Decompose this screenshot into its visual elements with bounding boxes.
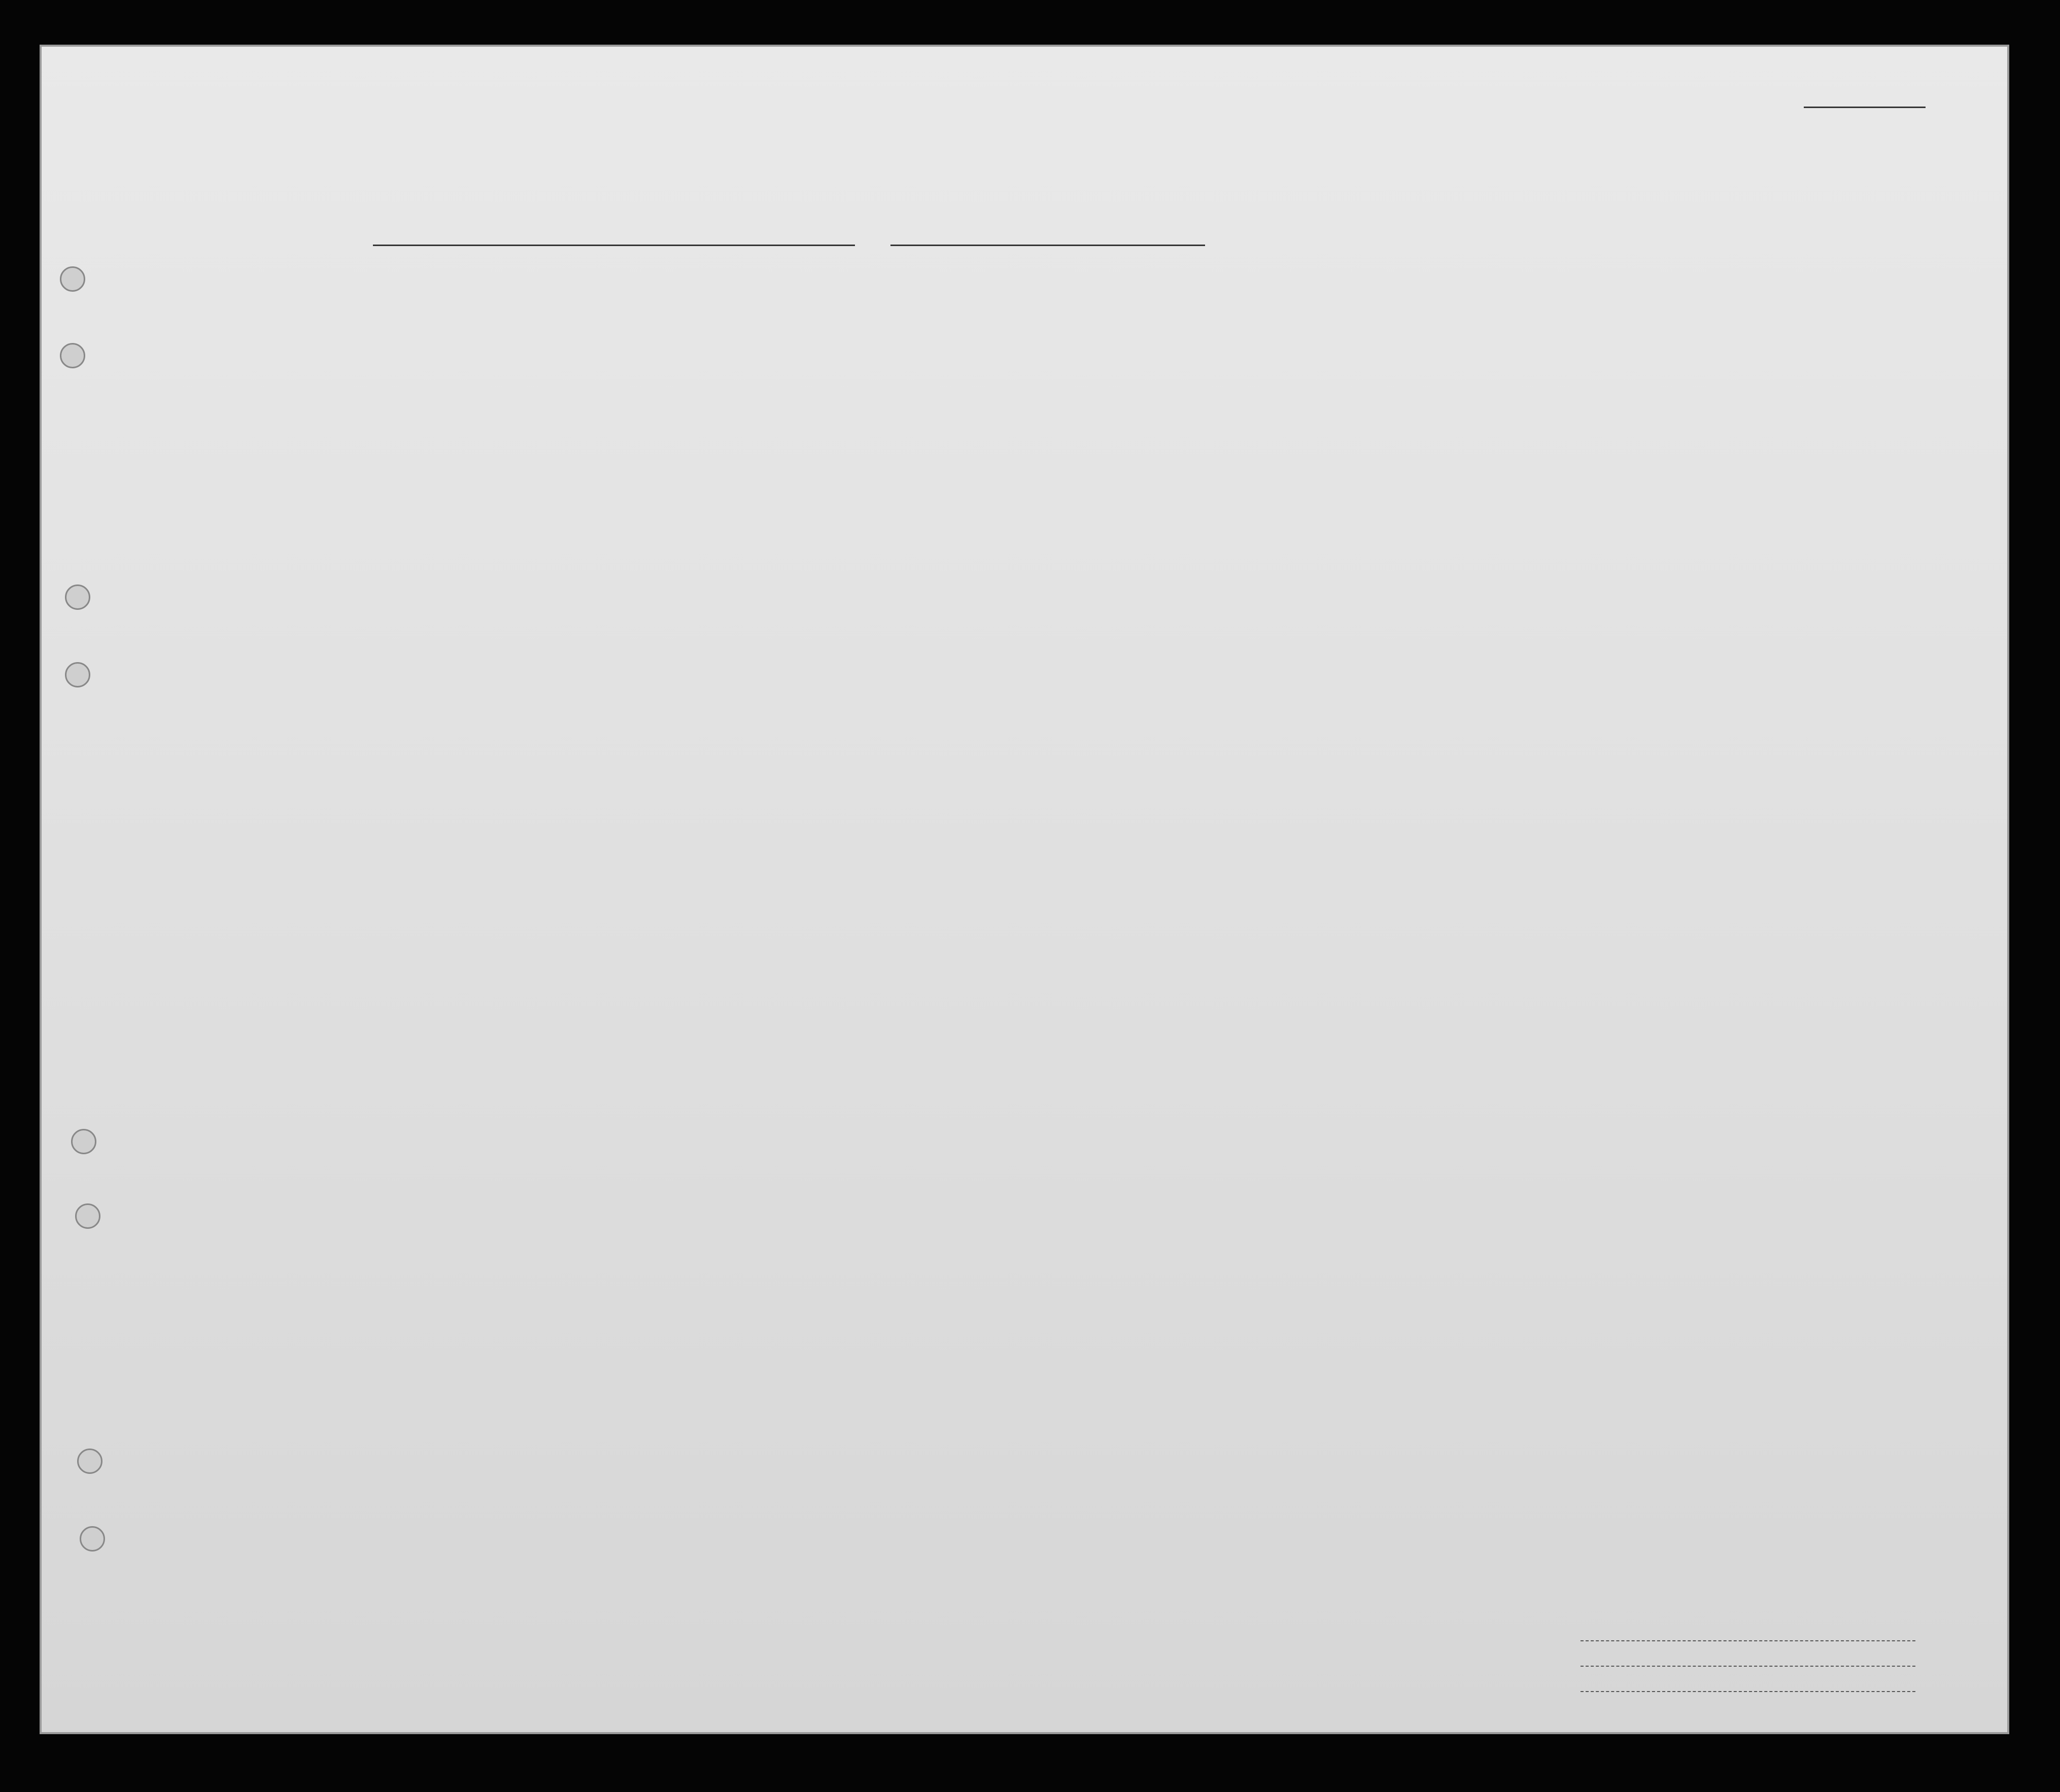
line-signature-line: [1581, 1640, 1915, 1641]
agents-signature-line: [1581, 1691, 1915, 1692]
owners-signature-line: [1581, 1666, 1915, 1667]
